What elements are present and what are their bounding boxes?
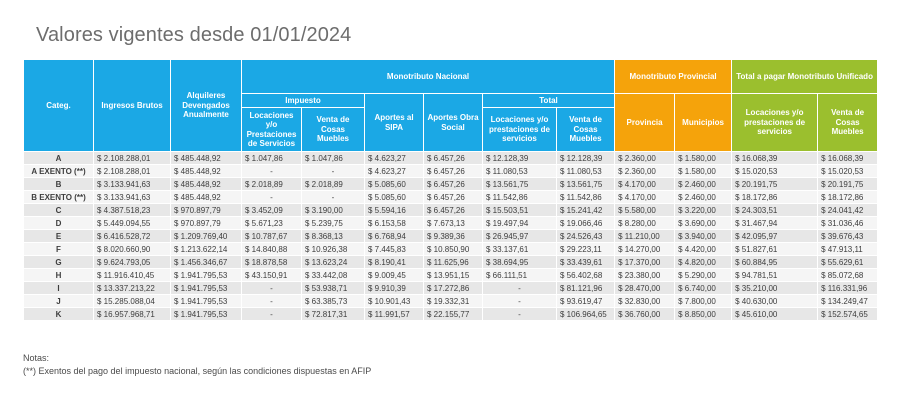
cell-tot-venta: $ 11.542,86	[557, 191, 615, 204]
header-alquileres: Alquileres Devengados Anualmente	[171, 60, 242, 152]
header-categ: Categ.	[24, 60, 94, 152]
cell-sipa: $ 8.190,41	[365, 256, 424, 269]
cell-imp-loc: -	[242, 165, 302, 178]
cell-municipios: $ 4.820,00	[675, 256, 732, 269]
cell-municipios: $ 1.580,00	[675, 165, 732, 178]
cell-obra: $ 6.457,26	[424, 204, 483, 217]
cell-tot-venta: $ 13.561,75	[557, 178, 615, 191]
cell-tot-loc: $ 15.503,51	[483, 204, 557, 217]
cell-pagar-venta: $ 18.172,86	[818, 191, 878, 204]
cell-imp-venta: -	[302, 165, 365, 178]
cell-alquileres: $ 485.448,92	[171, 165, 242, 178]
header-municipios: Municipios	[675, 94, 732, 152]
cell-alquileres: $ 1.941.795,53	[171, 308, 242, 321]
cell-tot-loc: $ 13.561,75	[483, 178, 557, 191]
cell-tot-loc: $ 38.694,95	[483, 256, 557, 269]
table-row	[24, 165, 878, 178]
cell-obra: $ 6.457,26	[424, 178, 483, 191]
header-total-locaciones: Locaciones y/o prestaciones de servicios	[483, 108, 557, 152]
cell-alquileres: $ 485.448,92	[171, 152, 242, 165]
cell-municipios: $ 3.690,00	[675, 217, 732, 230]
cell-cat: B	[24, 178, 94, 191]
table-row	[24, 308, 878, 321]
header-impuesto-venta: Venta de Cosas Muebles	[302, 108, 365, 152]
cell-pagar-venta: $ 47.913,11	[818, 243, 878, 256]
cell-pagar-loc: $ 24.303,51	[732, 204, 818, 217]
cell-tot-loc: -	[483, 308, 557, 321]
cell-sipa: $ 6.768,94	[365, 230, 424, 243]
cell-tot-loc: $ 66.111,51	[483, 269, 557, 282]
monotributo-table	[23, 59, 878, 321]
cell-provincia: $ 2.360,00	[615, 165, 675, 178]
table-row	[24, 178, 878, 191]
table-row	[24, 217, 878, 230]
header-total-pagar: Total a pagar Monotributo Unificado	[732, 60, 878, 94]
cell-tot-venta: $ 93.619,47	[557, 295, 615, 308]
cell-tot-venta: $ 12.128,39	[557, 152, 615, 165]
cell-provincia: $ 8.280,00	[615, 217, 675, 230]
cell-provincia: $ 23.380,00	[615, 269, 675, 282]
cell-provincia: $ 32.830,00	[615, 295, 675, 308]
cell-provincia: $ 2.360,00	[615, 152, 675, 165]
table-row	[24, 230, 878, 243]
cell-tot-venta: $ 56.402,68	[557, 269, 615, 282]
cell-pagar-venta: $ 85.072,68	[818, 269, 878, 282]
cell-alquileres: $ 1.456.346,67	[171, 256, 242, 269]
cell-municipios: $ 3.940,00	[675, 230, 732, 243]
cell-pagar-venta: $ 16.068,39	[818, 152, 878, 165]
notes	[23, 352, 371, 378]
cell-cat: H	[24, 269, 94, 282]
cell-sipa: $ 11.991,57	[365, 308, 424, 321]
cell-ingresos: $ 2.108.288,01	[94, 165, 171, 178]
cell-tot-venta: $ 24.526,43	[557, 230, 615, 243]
cell-cat: C	[24, 204, 94, 217]
cell-pagar-loc: $ 94.781,51	[732, 269, 818, 282]
cell-ingresos: $ 11.916.410,45	[94, 269, 171, 282]
cell-tot-venta: $ 11.080,53	[557, 165, 615, 178]
cell-tot-venta: $ 106.964,65	[557, 308, 615, 321]
cell-obra: $ 6.457,26	[424, 191, 483, 204]
cell-pagar-loc: $ 45.610,00	[732, 308, 818, 321]
cell-pagar-loc: $ 31.467,94	[732, 217, 818, 230]
cell-municipios: $ 6.740,00	[675, 282, 732, 295]
cell-municipios: $ 3.220,00	[675, 204, 732, 217]
cell-pagar-venta: $ 15.020,53	[818, 165, 878, 178]
cell-ingresos: $ 2.108.288,01	[94, 152, 171, 165]
table-row	[24, 282, 878, 295]
cell-imp-venta: $ 8.368,13	[302, 230, 365, 243]
cell-obra: $ 10.850,90	[424, 243, 483, 256]
cell-sipa: $ 4.623,27	[365, 165, 424, 178]
cell-municipios: $ 5.290,00	[675, 269, 732, 282]
cell-cat: E	[24, 230, 94, 243]
cell-imp-venta: $ 3.190,00	[302, 204, 365, 217]
cell-tot-loc: $ 11.542,86	[483, 191, 557, 204]
cell-obra: $ 22.155,77	[424, 308, 483, 321]
cell-pagar-venta: $ 20.191,75	[818, 178, 878, 191]
cell-pagar-venta: $ 55.629,61	[818, 256, 878, 269]
cell-tot-loc: $ 11.080,53	[483, 165, 557, 178]
cell-tot-loc: $ 19.497,94	[483, 217, 557, 230]
cell-imp-venta: $ 63.385,73	[302, 295, 365, 308]
cell-imp-venta: $ 72.817,31	[302, 308, 365, 321]
cell-imp-loc: -	[242, 295, 302, 308]
cell-pagar-venta: $ 24.041,42	[818, 204, 878, 217]
cell-provincia: $ 11.210,00	[615, 230, 675, 243]
header-aportes-sipa: Aportes al SIPA	[365, 94, 424, 152]
cell-imp-loc: $ 14.840,88	[242, 243, 302, 256]
cell-pagar-loc: $ 16.068,39	[732, 152, 818, 165]
cell-imp-venta: $ 33.442,08	[302, 269, 365, 282]
cell-imp-loc: $ 43.150,91	[242, 269, 302, 282]
cell-alquileres: $ 485.448,92	[171, 178, 242, 191]
cell-imp-venta: $ 1.047,86	[302, 152, 365, 165]
header-aportes-obra-social: Aportes Obra Social	[424, 94, 483, 152]
cell-alquileres: $ 1.941.795,53	[171, 269, 242, 282]
cell-provincia: $ 14.270,00	[615, 243, 675, 256]
notes-label: Notas:	[23, 353, 50, 363]
cell-pagar-loc: $ 42.095,97	[732, 230, 818, 243]
cell-pagar-venta: $ 134.249,47	[818, 295, 878, 308]
cell-alquileres: $ 1.209.769,40	[171, 230, 242, 243]
header-impuesto-locaciones: Locaciones y/o Prestaciones de Servicios	[242, 108, 302, 152]
table-row	[24, 204, 878, 217]
cell-tot-venta: $ 29.223,11	[557, 243, 615, 256]
cell-cat: A	[24, 152, 94, 165]
cell-ingresos: $ 5.449.094,55	[94, 217, 171, 230]
cell-alquileres: $ 485.448,92	[171, 191, 242, 204]
cell-imp-venta: $ 5.239,75	[302, 217, 365, 230]
cell-municipios: $ 7.800,00	[675, 295, 732, 308]
cell-alquileres: $ 970.897,79	[171, 217, 242, 230]
cell-pagar-loc: $ 51.827,61	[732, 243, 818, 256]
cell-sipa: $ 5.085,60	[365, 191, 424, 204]
cell-ingresos: $ 9.624.793,05	[94, 256, 171, 269]
cell-obra: $ 6.457,26	[424, 152, 483, 165]
page-title: Valores vigentes desde 01/01/2024	[36, 24, 352, 46]
cell-imp-loc: $ 2.018,89	[242, 178, 302, 191]
cell-tot-loc: $ 12.128,39	[483, 152, 557, 165]
cell-obra: $ 7.673,13	[424, 217, 483, 230]
table-body	[24, 152, 878, 321]
cell-ingresos: $ 8.020.660,90	[94, 243, 171, 256]
cell-imp-loc: -	[242, 282, 302, 295]
cell-pagar-loc: $ 40.630,00	[732, 295, 818, 308]
cell-obra: $ 11.625,96	[424, 256, 483, 269]
header-provincia: Provincia	[615, 94, 675, 152]
cell-pagar-venta: $ 31.036,46	[818, 217, 878, 230]
cell-ingresos: $ 15.285.088,04	[94, 295, 171, 308]
cell-imp-loc: $ 18.878,58	[242, 256, 302, 269]
cell-sipa: $ 5.594,16	[365, 204, 424, 217]
cell-sipa: $ 6.153,58	[365, 217, 424, 230]
header-pagar-locaciones: Locaciones y/o prestaciones de servicios	[732, 94, 818, 152]
cell-imp-loc: -	[242, 191, 302, 204]
header-total: Total	[483, 94, 615, 108]
notes-line: (**) Exentos del pago del impuesto nacional, según las condiciones dispuestas en AFIP	[23, 366, 372, 376]
cell-cat: J	[24, 295, 94, 308]
cell-sipa: $ 9.009,45	[365, 269, 424, 282]
cell-alquileres: $ 1.941.795,53	[171, 282, 242, 295]
cell-tot-loc: $ 33.137,61	[483, 243, 557, 256]
cell-obra: $ 19.332,31	[424, 295, 483, 308]
cell-imp-loc: $ 1.047,86	[242, 152, 302, 165]
table-row	[24, 243, 878, 256]
cell-provincia: $ 5.580,00	[615, 204, 675, 217]
cell-alquileres: $ 970.897,79	[171, 204, 242, 217]
cell-pagar-loc: $ 60.884,95	[732, 256, 818, 269]
cell-cat: D	[24, 217, 94, 230]
cell-tot-loc: -	[483, 295, 557, 308]
cell-tot-venta: $ 81.121,96	[557, 282, 615, 295]
cell-cat: I	[24, 282, 94, 295]
cell-imp-loc: $ 10.787,67	[242, 230, 302, 243]
cell-tot-loc: -	[483, 282, 557, 295]
table-row	[24, 191, 878, 204]
cell-imp-loc: -	[242, 308, 302, 321]
cell-alquileres: $ 1.941.795,53	[171, 295, 242, 308]
cell-municipios: $ 8.850,00	[675, 308, 732, 321]
cell-ingresos: $ 13.337.213,22	[94, 282, 171, 295]
header-ingresos-brutos: Ingresos Brutos	[94, 60, 171, 152]
cell-pagar-loc: $ 20.191,75	[732, 178, 818, 191]
cell-pagar-venta: $ 152.574,65	[818, 308, 878, 321]
cell-cat: A EXENTO (**)	[24, 165, 94, 178]
cell-provincia: $ 36.760,00	[615, 308, 675, 321]
cell-imp-loc: $ 3.452,09	[242, 204, 302, 217]
cell-alquileres: $ 1.213.622,14	[171, 243, 242, 256]
cell-cat: G	[24, 256, 94, 269]
cell-tot-loc: $ 26.945,97	[483, 230, 557, 243]
cell-cat: B EXENTO (**)	[24, 191, 94, 204]
cell-imp-venta: $ 10.926,38	[302, 243, 365, 256]
table-row	[24, 152, 878, 165]
cell-municipios: $ 2.460,00	[675, 191, 732, 204]
cell-ingresos: $ 16.957.968,71	[94, 308, 171, 321]
cell-sipa: $ 4.623,27	[365, 152, 424, 165]
cell-pagar-venta: $ 39.676,43	[818, 230, 878, 243]
cell-imp-venta: $ 53.938,71	[302, 282, 365, 295]
cell-provincia: $ 4.170,00	[615, 191, 675, 204]
cell-obra: $ 6.457,26	[424, 165, 483, 178]
cell-obra: $ 13.951,15	[424, 269, 483, 282]
cell-imp-loc: $ 5.671,23	[242, 217, 302, 230]
cell-obra: $ 9.389,36	[424, 230, 483, 243]
cell-sipa: $ 9.910,39	[365, 282, 424, 295]
cell-tot-venta: $ 33.439,61	[557, 256, 615, 269]
cell-provincia: $ 4.170,00	[615, 178, 675, 191]
cell-provincia: $ 17.370,00	[615, 256, 675, 269]
cell-municipios: $ 2.460,00	[675, 178, 732, 191]
cell-pagar-loc: $ 15.020,53	[732, 165, 818, 178]
cell-ingresos: $ 6.416.528,72	[94, 230, 171, 243]
header-total-venta: Venta de Cosas Muebles	[557, 108, 615, 152]
table-row	[24, 256, 878, 269]
cell-pagar-venta: $ 116.331,96	[818, 282, 878, 295]
header-monotributo-nacional: Monotributo Nacional	[242, 60, 615, 94]
cell-pagar-loc: $ 18.172,86	[732, 191, 818, 204]
cell-cat: K	[24, 308, 94, 321]
cell-imp-venta: $ 13.623,24	[302, 256, 365, 269]
cell-ingresos: $ 3.133.941,63	[94, 191, 171, 204]
cell-cat: F	[24, 243, 94, 256]
cell-imp-venta: -	[302, 191, 365, 204]
cell-ingresos: $ 3.133.941,63	[94, 178, 171, 191]
table-row	[24, 269, 878, 282]
table-row	[24, 295, 878, 308]
cell-sipa: $ 10.901,43	[365, 295, 424, 308]
header-monotributo-provincial: Monotributo Provincial	[615, 60, 732, 94]
cell-provincia: $ 28.470,00	[615, 282, 675, 295]
cell-imp-venta: $ 2.018,89	[302, 178, 365, 191]
cell-sipa: $ 7.445,83	[365, 243, 424, 256]
cell-ingresos: $ 4.387.518,23	[94, 204, 171, 217]
header-impuesto: Impuesto	[242, 94, 365, 108]
header-pagar-venta: Venta de Cosas Muebles	[818, 94, 878, 152]
cell-pagar-loc: $ 35.210,00	[732, 282, 818, 295]
cell-tot-venta: $ 19.066,46	[557, 217, 615, 230]
cell-sipa: $ 5.085,60	[365, 178, 424, 191]
cell-municipios: $ 4.420,00	[675, 243, 732, 256]
cell-tot-venta: $ 15.241,42	[557, 204, 615, 217]
cell-municipios: $ 1.580,00	[675, 152, 732, 165]
cell-obra: $ 17.272,86	[424, 282, 483, 295]
